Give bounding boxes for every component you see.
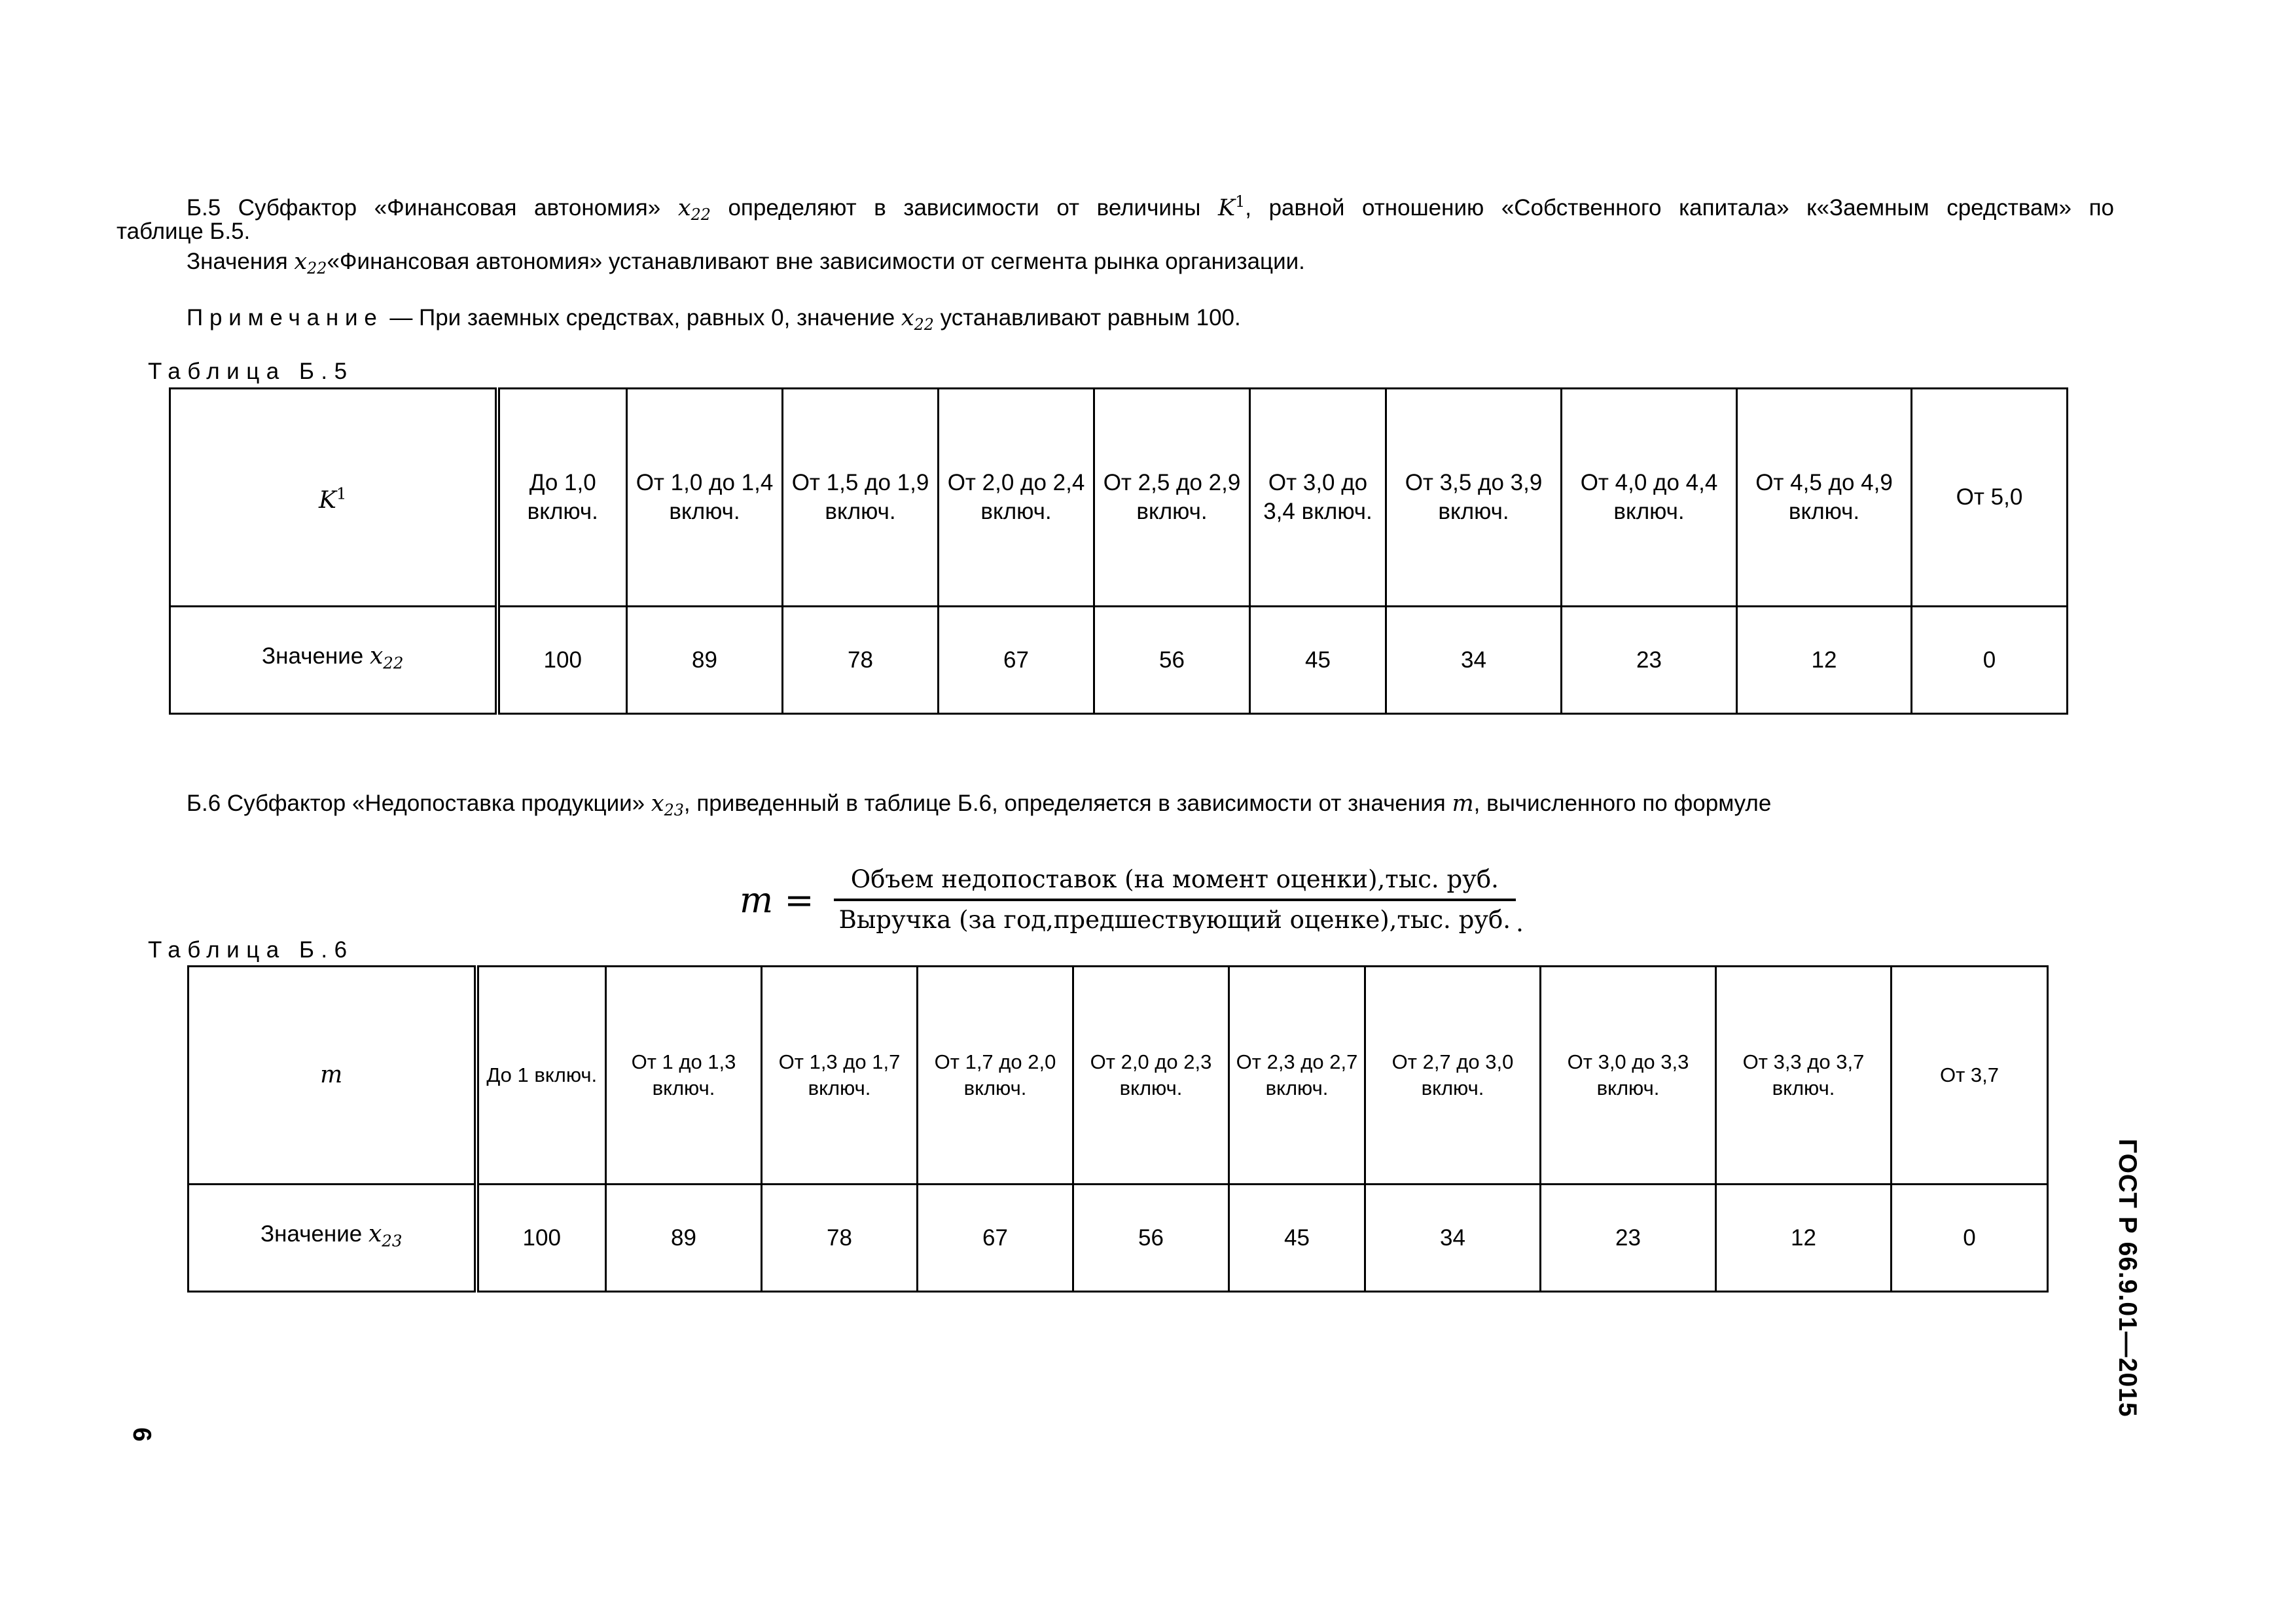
- note-label: Примечание: [187, 305, 384, 330]
- formula-lhs: m =: [740, 879, 814, 921]
- table-b5-col-header: От 1,0 до 1,4 включ.: [627, 389, 783, 607]
- table-b6-col-header: От 1 до 1,3 включ.: [606, 967, 762, 1185]
- table-b6-col-header: От 2,7 до 3,0 включ.: [1365, 967, 1541, 1185]
- table-b5-col-header: От 3,5 до 3,9 включ.: [1386, 389, 1562, 607]
- table-b6-m-header: m: [188, 967, 476, 1185]
- table-b5-col-header: От 2,0 до 2,4 включ.: [939, 389, 1094, 607]
- var-m: m: [1452, 791, 1474, 817]
- table-b5-col-header: От 4,0 до 4,4 включ.: [1562, 389, 1737, 607]
- table-b5-col-header: От 1,5 до 1,9 включ.: [783, 389, 939, 607]
- table-b6-value-cell: 67: [918, 1185, 1073, 1292]
- table-b6: [187, 965, 2049, 1293]
- table-b6-value-cell: 23: [1541, 1185, 1716, 1292]
- b5-text-a: Б.5 Субфактор «Финансовая автономия»: [187, 195, 678, 221]
- page-number: 6: [127, 1427, 156, 1442]
- table-b6-col-header: От 2,3 до 2,7 включ.: [1229, 967, 1365, 1185]
- note-b5: [187, 304, 1241, 339]
- table-b5-value-cell: 89: [627, 607, 783, 714]
- table-b6-col-header: От 1,3 до 1,7 включ.: [762, 967, 918, 1185]
- table-b5-value-cell: 23: [1562, 607, 1737, 714]
- formula-denominator: Выручка (за год,предшествующий оценке),тыс. руб.: [838, 906, 1511, 934]
- table-b5-value-cell: 12: [1737, 607, 1912, 714]
- table-b5-col-header: От 2,5 до 2,9 включ.: [1094, 389, 1250, 607]
- table-b5-row-label: Значение $x_{22}$: [170, 607, 497, 714]
- table-b6-value-cell: 12: [1716, 1185, 1892, 1292]
- table-b6-caption: Таблица Б.6: [148, 937, 354, 963]
- table-b5-col-header: От 3,0 до 3,4 включ.: [1250, 389, 1386, 607]
- table-b5-value-cell: 0: [1912, 607, 2068, 714]
- standard-code: ГОСТ Р 66.9.01—2015: [2113, 1139, 2142, 1418]
- var-k1: $K^1$: [1217, 192, 1246, 222]
- table-b6-col-header: До 1 включ.: [476, 967, 606, 1185]
- paragraph-b5-line1: [187, 187, 2114, 229]
- b6-text-b: , приведенный в таблице Б.6, определяется в зависимости от значения: [683, 791, 1452, 816]
- note-text-b: устанавливают равным 100.: [933, 305, 1241, 330]
- table-b6-row-label: Значение $x_{23}$: [188, 1185, 476, 1292]
- table-b6-col-header: От 2,0 до 2,3 включ.: [1073, 967, 1229, 1185]
- table-b6-col-header: От 1,7 до 2,0 включ.: [918, 967, 1073, 1185]
- table-b5-value-cell: 78: [783, 607, 939, 714]
- formula-numerator: Объем недопоставок (на момент оценки),тыс. руб.: [850, 865, 1499, 893]
- var-x23: $x_{23}$: [651, 791, 684, 820]
- note-text-a: — При заемных средствах, равных 0, значение: [383, 305, 901, 330]
- paragraph-b5-values: [187, 247, 1305, 283]
- table-b5-k1-header: $K^1$: [170, 389, 497, 607]
- b5-text-c: , равной отношению «Собственного капитала» к«Заемным средствам» по: [1245, 195, 2115, 221]
- table-b5-value-cell: 67: [939, 607, 1094, 714]
- table-b6-value-cell: 34: [1365, 1185, 1541, 1292]
- table-b5-value-cell: 45: [1250, 607, 1386, 714]
- paragraph-b6: [187, 789, 1771, 825]
- table-b6-col-header: От 3,3 до 3,7 включ.: [1716, 967, 1892, 1185]
- table-b6-value-cell: 78: [762, 1185, 918, 1292]
- table-b6-value-cell: 56: [1073, 1185, 1229, 1292]
- table-b6-value-cell: 0: [1892, 1185, 2048, 1292]
- b5-values-text-a: Значения: [187, 249, 295, 274]
- table-b6-header-row: [188, 967, 2048, 1185]
- table-b5: [169, 387, 2068, 715]
- table-b5-caption: Таблица Б.5: [148, 359, 354, 384]
- var-x22-inline: $x_{22}$: [294, 249, 327, 278]
- table-b5-col-header: От 5,0: [1912, 389, 2068, 607]
- table-b5-header-row: [170, 389, 2068, 607]
- table-b5-col-header: До 1,0 включ.: [497, 389, 627, 607]
- table-b6-value-cell: 100: [476, 1185, 606, 1292]
- table-b5-value-row: [170, 607, 2068, 714]
- var-x22: $x_{22}$: [677, 195, 711, 224]
- formula-period: .: [1516, 908, 1524, 937]
- table-b6-value-cell: 45: [1229, 1185, 1365, 1292]
- b5-values-text-b: «Финансовая автономия» устанавливают вне зависимости от сегмента рынка организации.: [327, 249, 1305, 274]
- table-b6-value-cell: 89: [606, 1185, 762, 1292]
- table-b5-value-cell: 56: [1094, 607, 1250, 714]
- table-b5-col-header: От 4,5 до 4,9 включ.: [1737, 389, 1912, 607]
- table-b6-col-header: От 3,7: [1892, 967, 2048, 1185]
- table-b5-value-cell: 100: [497, 607, 627, 714]
- var-x22-note: $x_{22}$: [901, 305, 934, 334]
- paragraph-b5-line2: таблице Б.5.: [117, 219, 251, 244]
- b6-text-c: , вычисленного по формуле: [1473, 791, 1772, 816]
- table-b6-value-row: [188, 1185, 2048, 1292]
- formula-m: [740, 851, 1524, 949]
- b5-text-b: определяют в зависимости от величины: [710, 195, 1218, 221]
- formula-fraction: [834, 861, 1516, 939]
- b6-text-a: Б.6 Субфактор «Недопоставка продукции»: [187, 791, 651, 816]
- table-b5-value-cell: 34: [1386, 607, 1562, 714]
- table-b6-col-header: От 3,0 до 3,3 включ.: [1541, 967, 1716, 1185]
